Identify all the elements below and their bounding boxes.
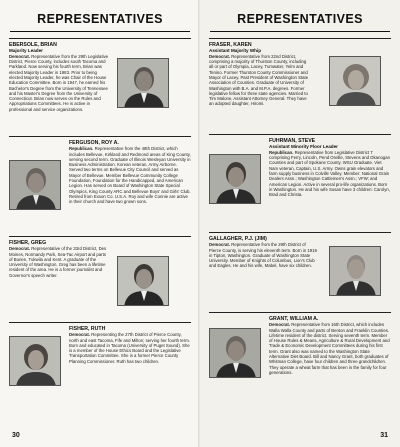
representative-name: EBERSOLE, BRIAN [9,42,57,48]
entry-text [69,140,191,204]
representative-name: FRASER, KAREN [209,42,252,48]
portrait-photo [209,328,261,378]
representative-entry [9,136,191,232]
portrait-photo [329,56,381,106]
representative-bio: Republican. Representative from Legislative District 7 comprising Ferry, Lincoln, Pend Oreille, Stevens and Okanogan Counties and part of Spokane County. WSU Graduate. Viet Nam veteran, Captain, U.S. Army. Owns grain elevators and farm supply business in Colville Valley. Member: National Grain Dealers Assn.; Washington Cattlemen's Assn.; VFW; and American Legion. Active in several pro-life organizations. Born in Washington. He and his wife Susan have 3 children: Carolyn, Brad and Christa. [269,149,391,198]
representative-bio: Democrat. Representing the 27th District of Pierce County, north and east Tacoma, Fife and Milton; serving her fourth term. Born and educated in Tacoma (University of Puget Sound). She is a member of the House Ethics Board and the Legislative Transportation Committee. She is a former Pierce County Planning Commissioner. Ruth has two children. [69,332,191,364]
representative-entry [9,38,191,126]
entry-text [269,316,391,375]
page-title: REPRESENTATIVES [37,12,163,26]
representative-name: FUHRMAN, STEVE [269,138,316,144]
portrait-photo [9,336,61,386]
left-page-header [10,10,190,34]
right-page-header [210,10,390,34]
portrait-photo [117,58,169,108]
representative-name: FERGUSON, ROY A. [69,140,119,146]
representative-name: FISHER, GREG [9,240,47,246]
representative-entry [9,322,191,418]
representative-bio: Democrat. Representative from 22nd District, comprising a majority of Thurston County, including all or part of Olympia, Lacey, Tumwater, Yelm and Tenino. Former Thurston County Commissioner and Mayor of Lacey. Past President of Washington State Association of Counties. Graduate of University of Washington with B.A. and M.P.A. degrees. Former legislative fellow for three state agencies. Married to Tim Malone, Assistant Attorney General. They have an adopted daughter, Hiromi. [209,53,309,107]
entry-text [209,42,309,107]
representative-name: GALLAGHER, P.J. (JIM) [209,236,267,242]
page-number: 31 [380,432,388,439]
entry-text [9,240,109,278]
entry-text [69,326,191,364]
page-number: 30 [12,432,20,439]
representative-entry [209,38,391,128]
representative-bio: Democrat. Representative from 16th District, which includes Walla Walla County and parts of Benton and Franklin Counties. Lifetime resident of the district. Serving seventh term. Member of House Rules & Means, Agriculture & Rural Development and Trade & Economic Development Committees during his first term. Grant also was named to the Washington State Alternative Diet Board. Bill and Nancy Grant, both graduates of Whitman College, have four children and three grandchildren. They operate a wheat farm that has been in the family for four generations. [269,322,390,375]
representative-bio: Democrat. Representative from the 29th Legislative District, Pierce County, includes south Tacoma and Parkland. Now serving his fourth term, Brian was elected Majority Leader in 1983. Prior to being elected Majority Leader, he was Chair of the House Education Committee. Born in 1947, he earned his Bachelor's Degree from the University of Tennessee and his Master's Degree from the University of Connecticut. Brian now serves on the Rules and Appropriations Committees. He is active in professional and service organizations. [9,53,109,112]
representative-role: Assistant Minority Floor Leader [269,144,338,150]
representative-role: Assistant Majority Whip [209,48,262,54]
entry-text [9,42,109,112]
representative-entry [209,232,391,308]
page-title: REPRESENTATIVES [237,12,363,26]
representative-bio: Republican. Representative from the 48th District, which includes Bellevue, Kirkland and Redmond areas of King County, serving second term. Graduate of Illinois Wesleyan University in Business Administration. Korean veteran, Army Airborne. Served two terms on Bellevue City Council and served as Mayor of Bellevue. Member Bellevue Community College Foundation, Foundation for the Handicapped, and American Legion. Has served on Board of Washington State Special Olympics, King County ARC and Bellevue Boys' and Girls' Club. Retired from Exxon Co. U.S.A. Roy and wife Connie are active in their church and have two grown sons. [69,146,191,205]
header-rule [10,31,190,32]
header-rule [210,31,390,32]
portrait-photo [329,246,381,296]
representative-role: Majority Leader [9,48,43,54]
representative-name: FISHER, RUTH [69,326,106,332]
representative-bio: Democrat. Representative of the 33rd District, Des Moines, Normandy Park, Sea-Tac Airport and parts of Burien, Tukwila and Kent. A graduate of the University of Washington, Greg has been a lifetime resident of the area. He is a former journalist and Governor's speech writer. [9,246,107,278]
representative-entry [209,134,391,230]
portrait-photo [209,154,261,204]
representative-entry [209,312,391,418]
entry-text [269,138,391,197]
entry-text [209,236,319,269]
portrait-photo [117,256,169,306]
representative-name: GRANT, WILLIAM A. [269,316,319,322]
right-page [200,0,400,447]
representative-entry [9,236,191,320]
portrait-photo [9,160,61,210]
representative-bio: Democrat. Representative from the 29th District of Pierce County, is serving his eleventh term. Born in 1919 in Tipton, Washington. Graduate of Washington State University. Member of Knights of Columbus, Lion's Club and Eagles. He and his wife, Mabel, have six children. [209,242,317,269]
